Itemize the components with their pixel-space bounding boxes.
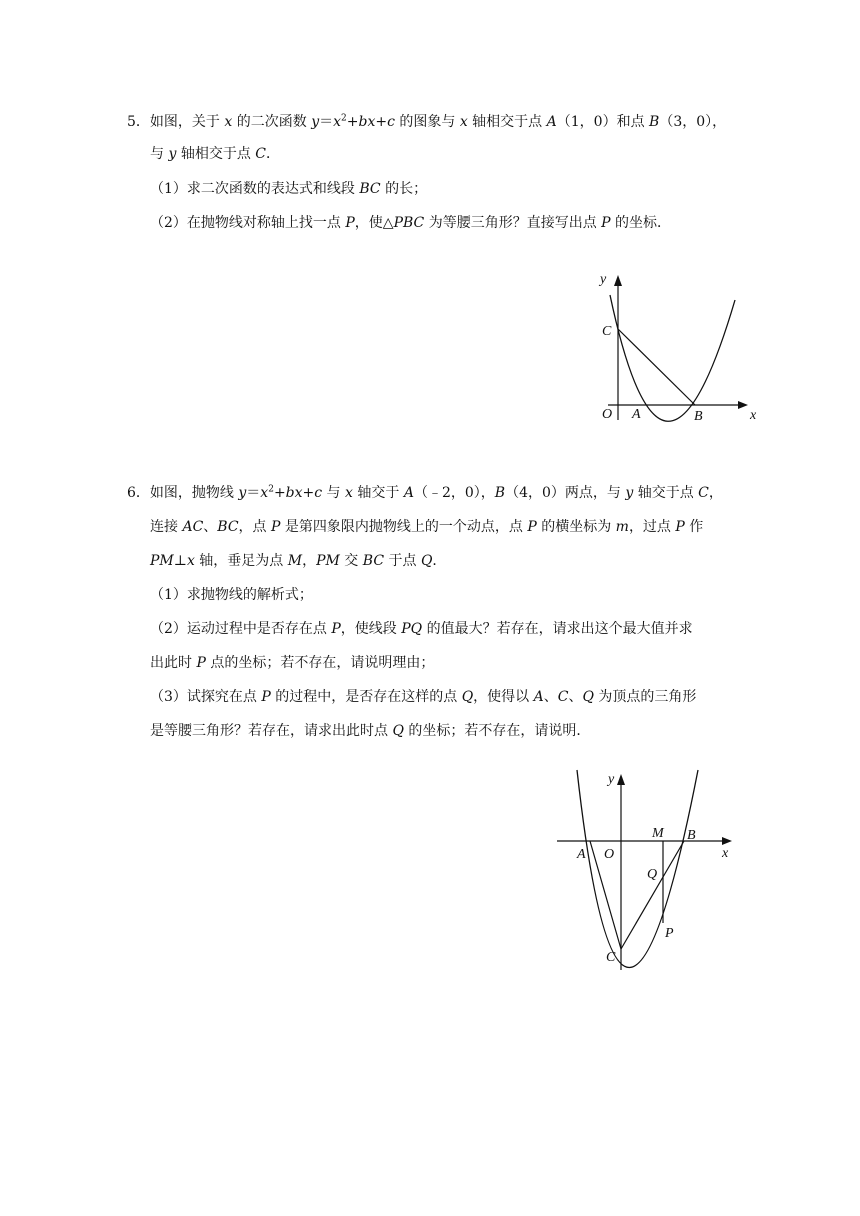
q6-part-1: （1）求抛物线的解析式；	[150, 587, 313, 603]
q5-label-o: O	[602, 407, 613, 422]
q6-label-a: A	[577, 847, 586, 862]
q6-label-q: Q	[647, 867, 658, 882]
q6-part-3-line-1: （3）试探究在点 P 的过程中，是否存在这样的点 Q，使得以 A、C、Q 为顶点的三角形	[150, 689, 697, 705]
q6-line-3: PM⊥x 轴，垂足为点 M，PM 交 BC 于点 Q．	[150, 553, 447, 569]
q5-parabola	[610, 295, 735, 421]
q5-part-2: （2）在抛物线对称轴上找一点 P，使△PBC 为等腰三角形？直接写出点 P 的坐标．	[150, 215, 672, 231]
q6-part-2-line-2: 出此时 P 点的坐标；若不存在，请说明理由；	[150, 655, 435, 671]
q6-label-p: P	[665, 926, 674, 941]
q6-equation: $y=x^2+bx+c$	[238, 484, 323, 501]
q6-y-arrow-icon	[617, 774, 625, 785]
q5-line-1: 5．如图，关于 x 的二次函数 $y=x^2+bx+c$ 的图象与 x 轴相交于点 A（1，0）和点 B（3，0），	[127, 113, 727, 130]
q5-label-a: A	[632, 407, 641, 422]
q6-figure	[555, 765, 740, 975]
q5-part-1: （1）求二次函数的表达式和线段 BC 的长；	[150, 181, 428, 197]
q6-line-2: 连接 AC、BC，点 P 是第四象限内抛物线上的一个动点，点 P 的横坐标为 m，过点 P 作	[150, 519, 704, 535]
q6-label-b: B	[687, 828, 696, 843]
q6-label-x: x	[722, 846, 729, 861]
q6-label-y: y	[608, 772, 615, 787]
q6-part-2-line-1: （2）运动过程中是否存在点 P，使线段 PQ 的值最大？若存在，请求出这个最大值并求	[150, 621, 693, 637]
q6-label-o: O	[604, 847, 615, 862]
q5-figure	[590, 265, 765, 430]
q5-label-c: C	[602, 324, 612, 339]
q6-line-1: 6．如图，抛物线 $y=x^2+bx+c$ 与 x 轴交于 A（﹣2，0），B（4，0）两点，与 y 轴交于点 C，	[127, 484, 723, 501]
q6-parabola	[577, 770, 698, 968]
q6-x-arrow-icon	[722, 837, 732, 845]
q5-label-y: y	[600, 272, 607, 287]
q5-number: 5．	[127, 114, 150, 130]
q5-equation: $y=x^2+bx+c$	[311, 113, 395, 130]
q6-label-m: M	[652, 826, 664, 841]
q5-label-x: x	[750, 408, 757, 423]
q6-label-c: C	[606, 950, 616, 965]
q5-line-2: 与 y 轴相交于点 C．	[150, 146, 280, 162]
q6-segment-bc	[621, 841, 684, 949]
q6-part-3-line-2: 是等腰三角形？若存在，请求出此时点 Q 的坐标；若不存在，请说明．	[150, 723, 591, 739]
q6-number: 6．	[127, 485, 150, 501]
q5-y-arrow-icon	[614, 275, 622, 286]
q5-label-b: B	[694, 409, 703, 424]
q5-x-arrow-icon	[738, 401, 748, 409]
